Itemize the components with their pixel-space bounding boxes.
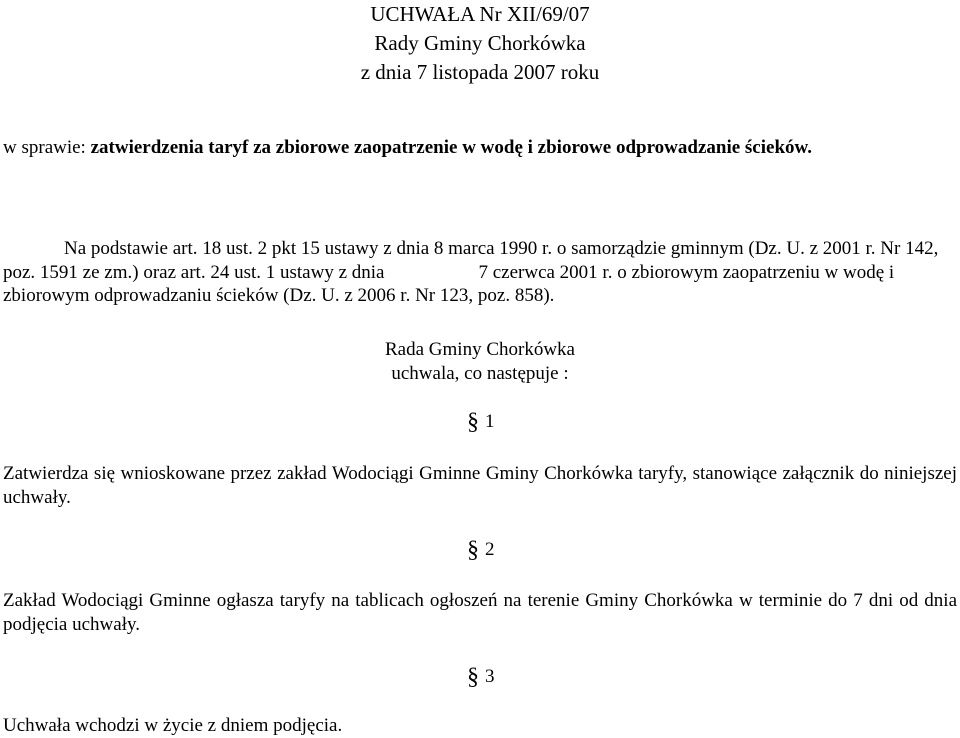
section-symbol: § <box>467 537 479 563</box>
council-resolves: uchwala, co następuje : <box>391 363 569 384</box>
legal-basis-part1: Na podstawie art. 18 ust. 2 pkt 15 ustawy z dnia 8 marca 1990 r. o samorządzie gminnym (Dz. U. z 2001 r. Nr 142, poz. 1591 ze zm.) oraz art. 24 ust. 1 ustawy z dnia <box>3 238 939 283</box>
section-1-text: Zatwierdza się wnioskowane przez zakład Wodociągi Gminne Gminy Chorkówka taryfy, stanowiące załącznik do niniejszej uchwały. <box>3 463 957 508</box>
section-3-text: Uchwała wchodzi w życie z dniem podjęcia. <box>3 715 343 736</box>
legal-basis-part2: 7 czerwca 2001 r. o zbiorowym zaopatrzeniu w wodę i zbiorowym odprowadzaniu ścieków (Dz. U. z 2006 r. Nr 123, poz. 858). <box>3 261 895 306</box>
section-symbol: § <box>467 664 479 690</box>
council-heading: Rada Gminy Chorkówka <box>385 339 575 360</box>
section-2-text: Zakład Wodociągi Gminne ogłasza taryfy na tablicach ogłoszeń na terenie Gminy Chorkówka w terminie do 7 dni od dnia podjęcia uchwały. <box>3 590 957 635</box>
section-number: 1 <box>485 411 495 432</box>
resolution-number: UCHWAŁA Nr XII/69/07 <box>370 2 590 26</box>
section-number: 3 <box>485 666 495 687</box>
council-name: Rady Gminy Chorkówka <box>374 31 586 55</box>
section-symbol: § <box>467 409 479 435</box>
section-number: 2 <box>485 539 495 560</box>
legal-basis-paragraph <box>3 237 957 308</box>
section-3-heading <box>467 665 495 689</box>
resolution-subject <box>3 136 812 160</box>
section-2-heading <box>467 538 495 562</box>
subject-text: zatwierdzenia taryf za zbiorowe zaopatrzenie w wodę i zbiorowe odprowadzanie ścieków. <box>90 137 812 158</box>
resolution-date: z dnia 7 listopada 2007 roku <box>360 60 600 84</box>
section-1-heading <box>467 410 495 434</box>
subject-prefix: w sprawie: <box>3 137 91 158</box>
